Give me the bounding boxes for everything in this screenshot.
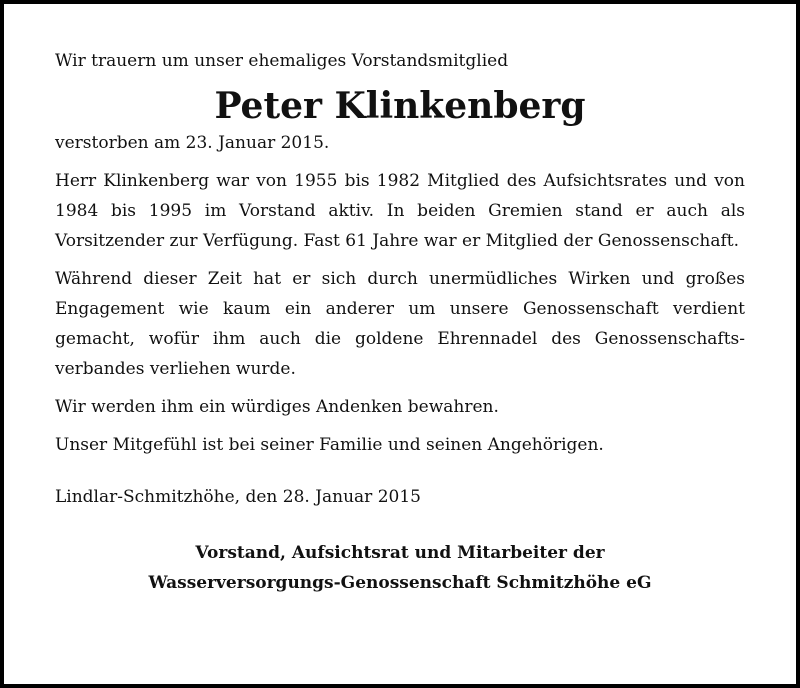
signature-block (55, 538, 745, 598)
obituary-notice (55, 48, 745, 598)
place-date-line: Lindlar-Schmitzhöhe, den 28. Januar 2015 (55, 487, 421, 507)
signature-line-2: Wasserversorgungs-Genossenschaft Schmitzhöhe eG (148, 573, 652, 593)
paragraph-engagement: Während dieser Zeit hat er sich durch unermüdliches Wirken und großes Engagement wie kaum ein anderer um unsere Genossenschaft verdient gemacht, wofür ihm auch die goldene Ehrennadel des Genossenschafts-verbandes verliehen wurde. (55, 269, 745, 379)
paragraph-remembrance: Wir werden ihm ein würdiges Andenken bewahren. (55, 397, 499, 417)
death-date-line: verstorben am 23. Januar 2015. (55, 133, 330, 153)
intro-line: Wir trauern um unser ehemaliges Vorstandsmitglied (55, 51, 509, 71)
deceased-name: Peter Klinkenberg (214, 85, 586, 127)
signature-line-1: Vorstand, Aufsichtsrat und Mitarbeiter der (195, 543, 605, 563)
paragraph-career: Herr Klinkenberg war von 1955 bis 1982 Mitglied des Aufsichtsrates und von 1984 bis 1995 im Vorstand aktiv. In beiden Gremien stand er auch als Vorsitzender zur Verfügung. Fast 61 Jahre war er Mitglied der Genossenschaft. (55, 171, 745, 251)
paragraph-condolence: Unser Mitgefühl ist bei seiner Familie und seinen Angehörigen. (55, 435, 604, 455)
